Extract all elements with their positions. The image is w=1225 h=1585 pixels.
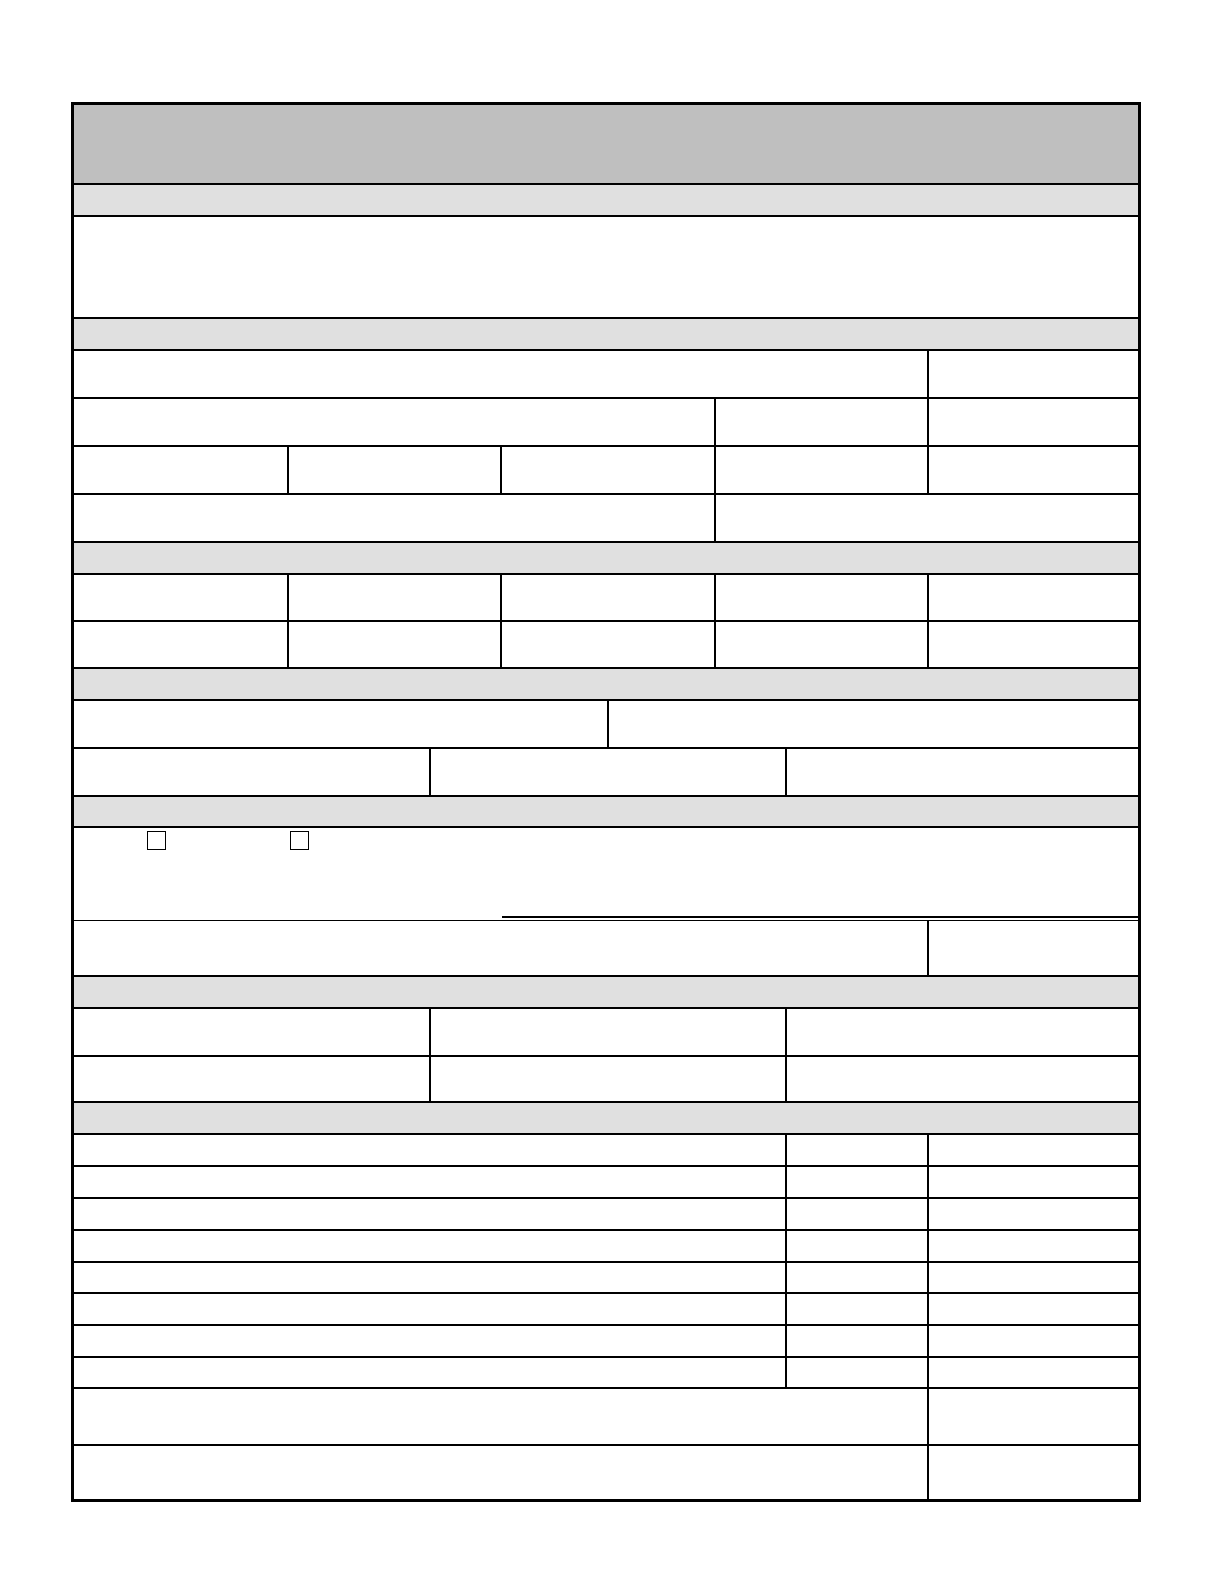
total-row[interactable]	[74, 1389, 927, 1444]
table-row[interactable]	[74, 1263, 785, 1292]
checkbox-1[interactable]	[147, 831, 166, 850]
field-cell[interactable]	[716, 399, 927, 445]
field-cell[interactable]	[502, 575, 714, 620]
field-cell[interactable]	[431, 1009, 785, 1055]
field-cell[interactable]	[929, 622, 1138, 667]
field-cell[interactable]	[716, 495, 1138, 541]
text-area-1[interactable]	[74, 217, 1138, 317]
field-cell[interactable]	[289, 447, 500, 493]
section-header-7	[74, 1103, 1138, 1133]
field-cell[interactable]	[74, 1057, 429, 1101]
table-row[interactable]	[74, 1231, 785, 1261]
field-cell[interactable]	[431, 1057, 785, 1101]
total-row[interactable]	[74, 1446, 927, 1499]
field-cell[interactable]	[74, 575, 287, 620]
field-cell[interactable]	[929, 921, 1138, 975]
field-cell[interactable]	[74, 622, 287, 667]
form-frame	[71, 102, 1141, 1502]
field-cell[interactable]	[929, 447, 1138, 493]
section-header-1	[74, 185, 1138, 215]
table-row[interactable]	[74, 1199, 785, 1229]
section-header-5	[74, 797, 1138, 826]
table-row[interactable]	[74, 1358, 785, 1387]
field-cell[interactable]	[716, 575, 927, 620]
field-cell[interactable]	[716, 447, 927, 493]
table-row[interactable]	[74, 1135, 785, 1165]
field-cell[interactable]	[74, 447, 287, 493]
field-cell[interactable]	[74, 495, 714, 541]
section-header-2	[74, 319, 1138, 349]
field-cell[interactable]	[787, 749, 1138, 795]
field-cell[interactable]	[502, 622, 714, 667]
field-cell[interactable]	[787, 1057, 1138, 1101]
field-cell[interactable]	[716, 622, 927, 667]
field-cell[interactable]	[609, 701, 1138, 747]
field-cell[interactable]	[502, 447, 714, 493]
field-cell[interactable]	[74, 749, 429, 795]
form-title-band	[74, 105, 1138, 184]
field-cell[interactable]	[74, 701, 607, 747]
field-cell[interactable]	[74, 1009, 429, 1055]
field-cell[interactable]	[787, 1009, 1138, 1055]
checkbox-2[interactable]	[290, 831, 309, 850]
section-header-3	[74, 543, 1138, 573]
table-row[interactable]	[74, 1167, 785, 1197]
table-row[interactable]	[74, 1326, 785, 1356]
field-cell[interactable]	[929, 575, 1138, 620]
field-cell[interactable]	[289, 622, 500, 667]
section-header-4	[74, 669, 1138, 699]
field-cell[interactable]	[74, 351, 927, 397]
field-cell[interactable]	[74, 921, 927, 975]
field-cell[interactable]	[431, 749, 785, 795]
field-cell[interactable]	[929, 399, 1138, 445]
field-cell[interactable]	[929, 351, 1138, 397]
field-cell[interactable]	[74, 399, 714, 445]
section-header-6	[74, 977, 1138, 1007]
signature-line	[502, 916, 1138, 918]
table-row[interactable]	[74, 1294, 785, 1324]
field-cell[interactable]	[289, 575, 500, 620]
